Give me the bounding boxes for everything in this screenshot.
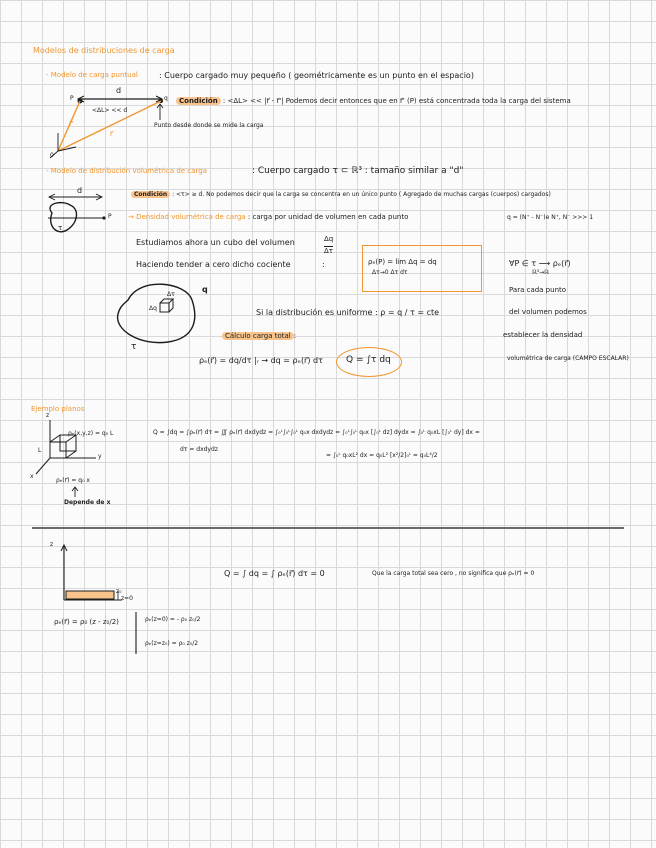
label-origin: 0 — [50, 152, 54, 159]
depends-note: Depende de x — [64, 499, 111, 506]
label-d: d — [116, 86, 122, 95]
vol-label-tau: τ — [58, 224, 63, 232]
density-x-label: ρₑ(r⃗) = q₀ x — [56, 477, 90, 484]
label-q: q — [164, 95, 168, 102]
example-title: Ejemplo planos — [31, 405, 85, 413]
slab-z0: z₀ — [116, 588, 122, 595]
axis-y-label: y — [98, 453, 102, 460]
for-all-line: ∀P ∈ τ ⟶ ρₑ(r⃗) — [509, 259, 571, 268]
case-bottom: ρₑ(z=0) = - ρ₀ z₀/2 — [145, 616, 201, 623]
origin-note: Punto desde donde se mide la carga — [154, 122, 264, 129]
charge-slab — [66, 591, 114, 599]
blob-label-tau: τ — [131, 342, 137, 352]
slab-zero: z=0 — [121, 595, 133, 602]
label-p: P — [70, 95, 74, 102]
side-note-4: volumétrica de carga (CAMPO ESCALAR) — [507, 355, 629, 362]
condition-text: : <ΔL> << |r⃗ - r⃗'| Podemos decir entonces que en r⃗' (P) está concentrada toda la carga del sistema — [222, 97, 571, 105]
vol-label-p: P — [108, 213, 112, 220]
label-r-prime: r⃗' — [69, 120, 74, 128]
integral-line-2: = ∫₀ᴸ q₀xL² dx = q₀L² [x²/2]₀ᴸ = q₀L⁴/2 — [326, 452, 438, 459]
volume-charge-desc: : Cuerpo cargado τ ⊂ ℝ³ : tamaño similar a "d" — [252, 166, 464, 176]
condition-text-2: : <τ> ≥ d. No podemos decir que la carga se concentra en un único punto ( Agregado de muchas cargas (cuerpos) cargados) — [172, 191, 551, 198]
study-line: Estudiamos ahora un cubo del volumen — [136, 238, 295, 247]
rho-definition-sub: Δτ→0 Δτ dτ — [372, 269, 408, 276]
limit-colon: : — [322, 260, 325, 269]
volume-charge-title: - Modelo de distribución volumétrica de carga — [46, 167, 207, 175]
blob-label-dq: Δq — [149, 305, 157, 312]
integral-volume-element: dτ = dxdydz — [180, 446, 218, 453]
axis-x-label: x — [30, 473, 34, 480]
slab-density: ρₑ(r⃗) = ρ₀ (z - z₀/2) — [54, 618, 119, 626]
cube-density-label: ρₑ(x,y,z) = q₀ L — [68, 430, 114, 437]
point-charge-desc: : Cuerpo cargado muy pequeño ( geométricamente es un punto en el espacio) — [159, 71, 474, 80]
side-note-1: Para cada punto — [509, 286, 567, 294]
point-charge-title: - Modelo de carga puntual — [46, 71, 138, 79]
frac-den: Δτ — [324, 247, 334, 255]
side-note-3: establecer la densidad — [503, 331, 583, 339]
dq-equation: ρₑ(r⃗) = dq/dτ |ᵣ → dq = ρₑ(r⃗) dτ — [199, 356, 323, 365]
rho-definition: ρₑ(P) = lim Δq = dq — [368, 258, 437, 266]
slab-remark: Que la carga total sea cero , no significa que ρₑ(r⃗) = 0 — [372, 570, 535, 577]
uniform-line: Si la distribución es uniforme : ρ = q / τ = cte — [256, 308, 440, 317]
axis-l-label: L — [38, 447, 42, 454]
blob-label-dt: Δτ — [167, 291, 175, 298]
total-charge-equation: Q = ∫τ dq — [346, 355, 391, 365]
condition-label: Condición — [176, 97, 221, 105]
side-note-2: del volumen podemos — [509, 308, 587, 316]
vol-label-d: d — [77, 186, 83, 195]
density-label: → Densidad volumétrica de carga — [128, 213, 246, 221]
slab-integral: Q = ∫ dq = ∫ ρₑ(r⃗) dτ = 0 — [224, 569, 325, 578]
density-text: : carga por unidad de volumen en cada punto — [247, 213, 409, 221]
blob-label-q: q — [202, 285, 208, 294]
frac-num: Δq — [324, 235, 334, 243]
label-r: r⃗ — [110, 130, 113, 138]
for-all-sub: ℝ³→ℝ — [532, 269, 549, 276]
condition-label-2: Condición — [131, 191, 170, 198]
calc-label: Cálculo carga total — [222, 332, 294, 340]
calc-colon: : — [293, 332, 297, 340]
slab-axis-z: z — [50, 541, 54, 548]
axis-z-label: z — [46, 412, 50, 419]
label-avg: <ΔL> << d — [92, 107, 128, 114]
charge-count-note: q = (N⁺ - N⁻)e N⁺, N⁻ >>> 1 — [507, 214, 594, 221]
page-heading: Modelos de distribuciones de carga — [33, 46, 175, 55]
integral-line-1: Q = ∫dq = ∫ρₑ(r⃗) dτ = ∭ ρₑ(r⃗) dxdydz = ∫₀ᴸ∫₀ᴸ∫₀ᴸ q₀x dxdydz = ∫₀ᴸ∫₀ᴸ q₀x [∫₀ᴸ dz] dydx = ∫₀ᴸ q₀xL [∫₀ᴸ dy] dx = — [153, 429, 480, 436]
case-top: ρₑ(z=z₀) = ρ₀ z₀/2 — [145, 640, 199, 647]
limit-line: Haciendo tender a cero dicho cociente — [136, 260, 291, 269]
